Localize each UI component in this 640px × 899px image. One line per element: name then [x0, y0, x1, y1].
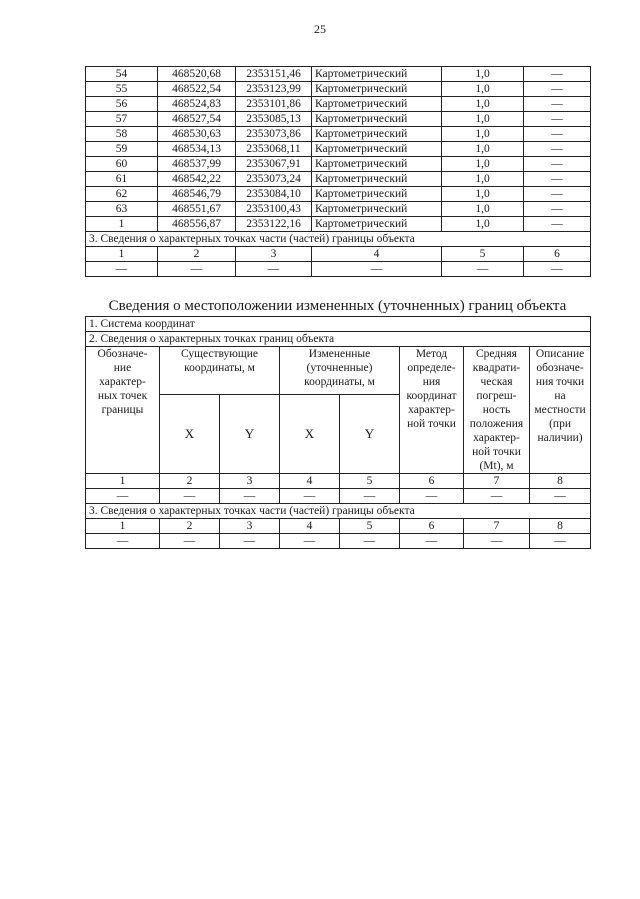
boundary-points-label: 2. Сведения о характерных точках границ объекта — [86, 332, 591, 347]
table-cell: — — [220, 534, 280, 549]
table-cell: Картометрический — [312, 127, 442, 142]
table-cell: — — [524, 262, 591, 277]
table-cell: — — [524, 127, 591, 142]
table-cell: 2353085,13 — [236, 112, 312, 127]
table-cell: 6 — [400, 519, 464, 534]
table-cell: 8 — [530, 519, 591, 534]
table-cell: Картометрический — [312, 202, 442, 217]
table-row — [86, 187, 591, 202]
section3-label-row — [86, 232, 591, 247]
table-cell: 468551,67 — [158, 202, 236, 217]
table-row — [86, 82, 591, 97]
table-cell: — — [524, 112, 591, 127]
table-cell: — — [524, 187, 591, 202]
dash-row — [86, 489, 591, 504]
table-cell: — — [220, 489, 280, 504]
section3-number-row — [86, 519, 591, 534]
table-cell: — — [524, 172, 591, 187]
table-cell: 3 — [236, 247, 312, 262]
table-cell: Картометрический — [312, 67, 442, 82]
header-changed-coordinates: Измененные (уточненные) координаты, м — [280, 347, 400, 395]
table-cell: — — [280, 534, 340, 549]
table-cell: — — [160, 489, 220, 504]
table-cell: 468546,79 — [158, 187, 236, 202]
table-cell: 468527,54 — [158, 112, 236, 127]
table-cell: 8 — [530, 474, 591, 489]
table-cell: 5 — [340, 474, 400, 489]
table-cell: 2353084,10 — [236, 187, 312, 202]
table-cell: Картометрический — [312, 187, 442, 202]
table-cell: 55 — [86, 82, 158, 97]
table-cell: — — [312, 262, 442, 277]
table-cell: 1 — [86, 474, 160, 489]
header-error: Средняя квадрати- ческая погреш- ность положения характер- ной точки (Mt), м — [464, 347, 530, 474]
section3-dash-row — [86, 262, 591, 277]
table-row — [86, 97, 591, 112]
table-cell: — — [524, 142, 591, 157]
table-cell: — — [400, 534, 464, 549]
table-cell: — — [86, 534, 160, 549]
table-cell: 62 — [86, 187, 158, 202]
table-cell: 63 — [86, 202, 158, 217]
header-changed-y: Y — [340, 394, 400, 473]
number-row — [86, 474, 591, 489]
table-cell: 2353067,91 — [236, 157, 312, 172]
table-cell: 1 — [86, 217, 158, 232]
table-row — [86, 317, 591, 332]
table-cell: 57 — [86, 112, 158, 127]
table-cell: 59 — [86, 142, 158, 157]
table-cell: 1,0 — [442, 172, 524, 187]
table-cell: 3 — [220, 474, 280, 489]
table-cell: 4 — [280, 519, 340, 534]
header-row — [86, 347, 591, 395]
table-cell: — — [400, 489, 464, 504]
table-cell: 4 — [312, 247, 442, 262]
header-existing-coordinates: Существующие координаты, м — [160, 347, 280, 395]
table-cell: 7 — [464, 519, 530, 534]
table-cell: — — [530, 534, 591, 549]
table-cell: 1,0 — [442, 127, 524, 142]
table-cell: — — [464, 534, 530, 549]
table-cell: 1,0 — [442, 217, 524, 232]
table-cell: 60 — [86, 157, 158, 172]
table-row — [86, 332, 591, 347]
table-row — [86, 157, 591, 172]
table-cell: 1,0 — [442, 97, 524, 112]
table-cell: 2353123,99 — [236, 82, 312, 97]
table-cell: 468524,83 — [158, 97, 236, 112]
section3-dash-row — [86, 534, 591, 549]
header-existing-x: X — [160, 394, 220, 473]
table-row — [86, 202, 591, 217]
page-number: 25 — [314, 22, 326, 36]
table-cell: — — [524, 202, 591, 217]
table-cell: — — [464, 489, 530, 504]
table-row — [86, 127, 591, 142]
table-cell: — — [86, 489, 160, 504]
coordinate-system-label: 1. Система координат — [86, 317, 591, 332]
header-existing-y: Y — [220, 394, 280, 473]
table-cell: 468534,13 — [158, 142, 236, 157]
section3-label-row — [86, 504, 591, 519]
table-cell: 2353151,46 — [236, 67, 312, 82]
section-title: Сведения о местоположении измененных (уточненных) границ объекта — [108, 298, 567, 314]
header-designation: Обозначе- ние характер- ных точек границы — [86, 347, 160, 474]
table-cell: 4 — [280, 474, 340, 489]
table-cell: 2353073,86 — [236, 127, 312, 142]
table-cell: — — [442, 262, 524, 277]
header-method: Метод определе- ния координат характер- ной точки — [400, 347, 464, 474]
table-cell: 54 — [86, 67, 158, 82]
table-cell: 58 — [86, 127, 158, 142]
table-cell: 1,0 — [442, 202, 524, 217]
table-cell: 1,0 — [442, 157, 524, 172]
table-cell: 468520,68 — [158, 67, 236, 82]
table-cell: 7 — [464, 474, 530, 489]
table-cell: 2 — [160, 474, 220, 489]
changed-boundaries-table — [85, 316, 591, 549]
table-cell: — — [524, 67, 591, 82]
table-row — [86, 112, 591, 127]
table-cell: 6 — [400, 474, 464, 489]
table-cell: 1,0 — [442, 112, 524, 127]
header-changed-x: X — [280, 394, 340, 473]
table-cell: — — [280, 489, 340, 504]
table-cell: 2353073,24 — [236, 172, 312, 187]
table-cell: Картометрический — [312, 217, 442, 232]
table-cell: 1,0 — [442, 67, 524, 82]
table-cell: 1 — [86, 519, 160, 534]
table-cell: 56 — [86, 97, 158, 112]
table-cell: — — [524, 217, 591, 232]
table-cell: 3. Сведения о характерных точках части (частей) границы объекта — [86, 504, 591, 519]
table-cell: 468530,63 — [158, 127, 236, 142]
table-cell: Картометрический — [312, 82, 442, 97]
table-cell: 468537,99 — [158, 157, 236, 172]
table-cell: — — [158, 262, 236, 277]
table-cell: — — [160, 534, 220, 549]
table-cell: — — [340, 489, 400, 504]
section3-number-row — [86, 247, 591, 262]
table-cell: — — [524, 157, 591, 172]
table-cell: 1,0 — [442, 142, 524, 157]
table-row — [86, 67, 591, 82]
table-cell: 2 — [160, 519, 220, 534]
header-description: Описание обозначе- ния точки на местности (при наличии) — [530, 347, 591, 474]
table-cell: 468522,54 — [158, 82, 236, 97]
table-cell: Картометрический — [312, 97, 442, 112]
table-cell: 3 — [220, 519, 280, 534]
table-cell: 1 — [86, 247, 158, 262]
table-cell: 5 — [340, 519, 400, 534]
table-cell: 1,0 — [442, 82, 524, 97]
coordinates-table-body — [86, 67, 591, 277]
table-cell: 468556,87 — [158, 217, 236, 232]
table-cell: 5 — [442, 247, 524, 262]
table-cell: — — [86, 262, 158, 277]
changed-boundaries-body — [86, 474, 591, 549]
coordinates-table-continued — [85, 66, 591, 277]
table-cell: 2353122,16 — [236, 217, 312, 232]
table-row — [86, 217, 591, 232]
table-cell: Картометрический — [312, 157, 442, 172]
table-row — [86, 172, 591, 187]
table-cell: — — [524, 97, 591, 112]
table-row — [86, 142, 591, 157]
table-cell: — — [340, 534, 400, 549]
table-cell: 2353101,86 — [236, 97, 312, 112]
table-cell: 3. Сведения о характерных точках части (частей) границы объекта — [86, 232, 591, 247]
table-cell: — — [530, 489, 591, 504]
table-cell: 2 — [158, 247, 236, 262]
table-cell: 1,0 — [442, 187, 524, 202]
table-cell: Картометрический — [312, 142, 442, 157]
table-cell: 61 — [86, 172, 158, 187]
table-cell: 6 — [524, 247, 591, 262]
table-cell: — — [236, 262, 312, 277]
table-cell: 2353068,11 — [236, 142, 312, 157]
table-cell: Картометрический — [312, 112, 442, 127]
table-cell: Картометрический — [312, 172, 442, 187]
table-cell: 468542,22 — [158, 172, 236, 187]
table-cell: — — [524, 82, 591, 97]
table-cell: 2353100,43 — [236, 202, 312, 217]
